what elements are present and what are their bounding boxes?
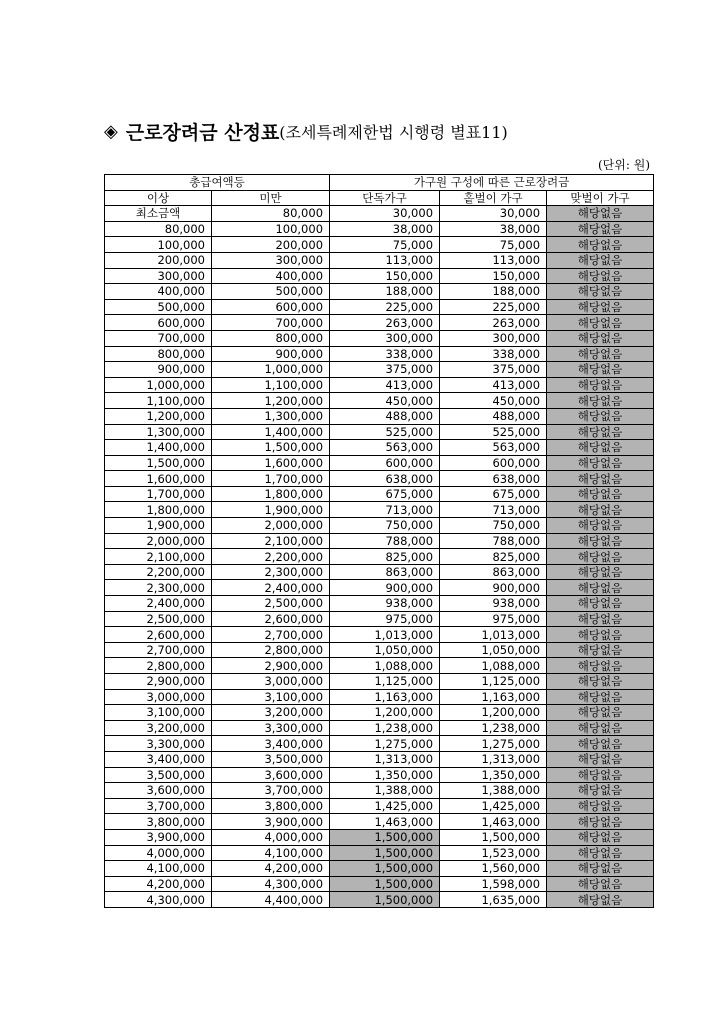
cell-single-earner: 1,635,000 [440,892,547,908]
cell-single: 488,000 [330,408,440,424]
cell-income-from: 400,000 [105,284,212,300]
cell-single: 225,000 [330,299,440,315]
cell-income-from: 1,800,000 [105,502,212,518]
cell-single: 563,000 [330,440,440,456]
cell-dual-earner: 해당없음 [547,315,654,331]
cell-dual-earner: 해당없음 [547,814,654,830]
cell-dual-earner: 해당없음 [547,642,654,658]
cell-single: 413,000 [330,377,440,393]
cell-single: 150,000 [330,268,440,284]
title-subtitle: (조세특례제한법 시행령 별표11) [279,123,508,142]
cell-dual-earner: 해당없음 [547,798,654,814]
cell-income-to: 1,500,000 [212,440,330,456]
cell-dual-earner: 해당없음 [547,533,654,549]
cell-income-from: 1,100,000 [105,393,212,409]
cell-dual-earner: 해당없음 [547,440,654,456]
cell-single: 938,000 [330,596,440,612]
header-column-row [105,190,654,206]
cell-single: 638,000 [330,471,440,487]
cell-single-earner: 30,000 [440,206,547,222]
cell-income-to: 3,900,000 [212,814,330,830]
cell-single: 263,000 [330,315,440,331]
cell-income-from: 4,100,000 [105,861,212,877]
cell-income-to: 4,400,000 [212,892,330,908]
cell-single: 300,000 [330,330,440,346]
table-row [105,642,654,658]
cell-income-from: 1,400,000 [105,440,212,456]
table-row [105,330,654,346]
cell-single-earner: 300,000 [440,330,547,346]
cell-single: 1,500,000 [330,845,440,861]
cell-single: 1,125,000 [330,674,440,690]
cell-income-to: 1,600,000 [212,455,330,471]
cell-single: 750,000 [330,518,440,534]
cell-single: 900,000 [330,580,440,596]
cell-income-from: 1,600,000 [105,471,212,487]
cell-income-to: 3,600,000 [212,767,330,783]
cell-income-to: 4,300,000 [212,876,330,892]
cell-single-earner: 1,313,000 [440,751,547,767]
cell-income-to: 2,000,000 [212,518,330,534]
cell-income-to: 2,800,000 [212,642,330,658]
cell-single: 1,500,000 [330,892,440,908]
cell-dual-earner: 해당없음 [547,221,654,237]
cell-single: 1,425,000 [330,798,440,814]
cell-single-earner: 188,000 [440,284,547,300]
cell-single: 38,000 [330,221,440,237]
cell-income-to: 3,300,000 [212,720,330,736]
table-row [105,876,654,892]
cell-single: 113,000 [330,252,440,268]
cell-single: 1,500,000 [330,829,440,845]
cell-single-earner: 1,463,000 [440,814,547,830]
cell-single: 1,200,000 [330,705,440,721]
cell-dual-earner: 해당없음 [547,268,654,284]
cell-single-earner: 150,000 [440,268,547,284]
cell-single: 1,275,000 [330,736,440,752]
cell-dual-earner: 해당없음 [547,330,654,346]
cell-single-earner: 1,013,000 [440,627,547,643]
cell-income-from: 3,500,000 [105,767,212,783]
cell-income-from: 4,000,000 [105,845,212,861]
table-row [105,627,654,643]
cell-single-earner: 825,000 [440,549,547,565]
table-row [105,471,654,487]
cell-single-earner: 1,523,000 [440,845,547,861]
cell-single: 1,463,000 [330,814,440,830]
cell-income-to: 700,000 [212,315,330,331]
cell-income-from: 1,900,000 [105,518,212,534]
cell-dual-earner: 해당없음 [547,252,654,268]
cell-single-earner: 1,598,000 [440,876,547,892]
cell-income-to: 4,200,000 [212,861,330,877]
cell-single-earner: 900,000 [440,580,547,596]
cell-single-earner: 1,275,000 [440,736,547,752]
cell-single: 450,000 [330,393,440,409]
table-row [105,221,654,237]
cell-single-earner: 1,500,000 [440,829,547,845]
table-row [105,751,654,767]
cell-single-earner: 1,200,000 [440,705,547,721]
cell-income-from: 3,000,000 [105,689,212,705]
cell-income-from: 3,700,000 [105,798,212,814]
cell-income-from: 1,200,000 [105,408,212,424]
cell-dual-earner: 해당없음 [547,720,654,736]
diamond-bullet-icon: ◈ [104,121,118,142]
header-income-group: 총급여액등 [105,175,330,191]
cell-income-from: 500,000 [105,299,212,315]
cell-dual-earner: 해당없음 [547,518,654,534]
cell-income-from: 2,600,000 [105,627,212,643]
cell-income-to: 3,500,000 [212,751,330,767]
cell-single: 1,238,000 [330,720,440,736]
cell-single-earner: 263,000 [440,315,547,331]
cell-dual-earner: 해당없음 [547,674,654,690]
cell-dual-earner: 해당없음 [547,627,654,643]
cell-dual-earner: 해당없음 [547,362,654,378]
table-row [105,705,654,721]
cell-single-earner: 638,000 [440,471,547,487]
cell-single-earner: 1,050,000 [440,642,547,658]
cell-dual-earner: 해당없음 [547,596,654,612]
table-row [105,284,654,300]
table-row [105,580,654,596]
cell-single-earner: 788,000 [440,533,547,549]
header-single-earner: 홑벌이 가구 [440,190,547,206]
cell-dual-earner: 해당없음 [547,892,654,908]
cell-single-earner: 1,425,000 [440,798,547,814]
table-row [105,315,654,331]
table-row [105,596,654,612]
cell-dual-earner: 해당없음 [547,845,654,861]
cell-income-to: 1,000,000 [212,362,330,378]
table-row [105,533,654,549]
cell-single-earner: 413,000 [440,377,547,393]
cell-income-from: 300,000 [105,268,212,284]
cell-income-from: 900,000 [105,362,212,378]
cell-income-to: 80,000 [212,206,330,222]
cell-dual-earner: 해당없음 [547,767,654,783]
cell-dual-earner: 해당없음 [547,408,654,424]
cell-single-earner: 600,000 [440,455,547,471]
cell-dual-earner: 해당없음 [547,829,654,845]
cell-income-to: 3,700,000 [212,783,330,799]
cell-income-from: 3,300,000 [105,736,212,752]
table-row [105,564,654,580]
table-row [105,299,654,315]
calculation-table [104,174,654,908]
cell-single-earner: 113,000 [440,252,547,268]
cell-income-from: 2,300,000 [105,580,212,596]
cell-dual-earner: 해당없음 [547,206,654,222]
cell-dual-earner: 해당없음 [547,736,654,752]
cell-income-from: 2,900,000 [105,674,212,690]
cell-dual-earner: 해당없음 [547,471,654,487]
table-row [105,689,654,705]
cell-income-to: 100,000 [212,221,330,237]
header-to: 미만 [212,190,330,206]
cell-income-to: 1,300,000 [212,408,330,424]
cell-income-to: 300,000 [212,252,330,268]
cell-income-to: 400,000 [212,268,330,284]
cell-income-to: 1,200,000 [212,393,330,409]
cell-single: 1,088,000 [330,658,440,674]
cell-single-earner: 75,000 [440,237,547,253]
cell-single: 338,000 [330,346,440,362]
cell-income-from: 1,000,000 [105,377,212,393]
cell-single: 975,000 [330,611,440,627]
cell-income-to: 500,000 [212,284,330,300]
table-row [105,892,654,908]
cell-income-to: 2,500,000 [212,596,330,612]
table-row [105,408,654,424]
cell-single-earner: 1,560,000 [440,861,547,877]
cell-income-from: 3,100,000 [105,705,212,721]
title-main: 근로장려금 산정표 [125,122,280,144]
cell-income-from: 800,000 [105,346,212,362]
table-row [105,377,654,393]
cell-dual-earner: 해당없음 [547,580,654,596]
cell-single-earner: 1,388,000 [440,783,547,799]
cell-income-from: 3,900,000 [105,829,212,845]
cell-income-to: 2,100,000 [212,533,330,549]
table-row [105,829,654,845]
cell-single: 1,013,000 [330,627,440,643]
header-credit-group: 가구원 구성에 따른 근로장려금 [330,175,654,191]
header-group-row [105,175,654,191]
cell-dual-earner: 해당없음 [547,486,654,502]
cell-single-earner: 713,000 [440,502,547,518]
table-row [105,611,654,627]
cell-income-to: 4,000,000 [212,829,330,845]
cell-single-earner: 38,000 [440,221,547,237]
cell-income-to: 2,200,000 [212,549,330,565]
cell-single-earner: 863,000 [440,564,547,580]
cell-income-from: 1,300,000 [105,424,212,440]
cell-income-from: 200,000 [105,252,212,268]
cell-single-earner: 488,000 [440,408,547,424]
table-row [105,268,654,284]
cell-single: 1,313,000 [330,751,440,767]
cell-income-from: 2,500,000 [105,611,212,627]
cell-income-from: 4,200,000 [105,876,212,892]
cell-income-to: 800,000 [212,330,330,346]
table-row [105,393,654,409]
cell-single: 1,388,000 [330,783,440,799]
cell-single-earner: 525,000 [440,424,547,440]
cell-single-earner: 225,000 [440,299,547,315]
cell-income-to: 2,600,000 [212,611,330,627]
cell-dual-earner: 해당없음 [547,861,654,877]
table-row [105,798,654,814]
document-title [104,118,508,144]
cell-single: 75,000 [330,237,440,253]
table-row [105,486,654,502]
cell-income-to: 2,300,000 [212,564,330,580]
header-dual-earner: 맞벌이 가구 [547,190,654,206]
cell-dual-earner: 해당없음 [547,611,654,627]
cell-income-to: 4,100,000 [212,845,330,861]
cell-single-earner: 563,000 [440,440,547,456]
cell-income-to: 1,700,000 [212,471,330,487]
cell-dual-earner: 해당없음 [547,455,654,471]
cell-income-to: 600,000 [212,299,330,315]
cell-income-from: 2,200,000 [105,564,212,580]
cell-income-from: 4,300,000 [105,892,212,908]
cell-single-earner: 938,000 [440,596,547,612]
cell-income-from: 80,000 [105,221,212,237]
cell-dual-earner: 해당없음 [547,377,654,393]
cell-income-from: 최소금액 [105,206,212,222]
cell-income-to: 3,200,000 [212,705,330,721]
cell-income-to: 2,900,000 [212,658,330,674]
cell-single: 600,000 [330,455,440,471]
table-row [105,252,654,268]
table-row [105,783,654,799]
table-body [105,206,654,908]
cell-income-from: 3,800,000 [105,814,212,830]
cell-single: 525,000 [330,424,440,440]
table-row [105,518,654,534]
table-row [105,502,654,518]
cell-dual-earner: 해당없음 [547,705,654,721]
cell-income-from: 700,000 [105,330,212,346]
cell-dual-earner: 해당없음 [547,564,654,580]
cell-income-to: 3,100,000 [212,689,330,705]
cell-income-to: 3,800,000 [212,798,330,814]
cell-single: 825,000 [330,549,440,565]
cell-single: 1,500,000 [330,876,440,892]
table-row [105,346,654,362]
cell-income-to: 200,000 [212,237,330,253]
cell-dual-earner: 해당없음 [547,346,654,362]
cell-income-to: 2,400,000 [212,580,330,596]
cell-dual-earner: 해당없음 [547,876,654,892]
cell-dual-earner: 해당없음 [547,237,654,253]
cell-dual-earner: 해당없음 [547,689,654,705]
cell-dual-earner: 해당없음 [547,299,654,315]
table-row [105,424,654,440]
cell-income-from: 3,200,000 [105,720,212,736]
cell-income-from: 2,400,000 [105,596,212,612]
cell-single: 375,000 [330,362,440,378]
cell-single: 1,500,000 [330,861,440,877]
cell-single-earner: 1,238,000 [440,720,547,736]
cell-income-from: 1,700,000 [105,486,212,502]
cell-income-from: 2,800,000 [105,658,212,674]
cell-income-to: 1,900,000 [212,502,330,518]
cell-single-earner: 750,000 [440,518,547,534]
cell-single: 188,000 [330,284,440,300]
cell-income-to: 900,000 [212,346,330,362]
cell-income-from: 2,000,000 [105,533,212,549]
cell-single: 863,000 [330,564,440,580]
cell-income-from: 2,100,000 [105,549,212,565]
table-row [105,455,654,471]
table-row [105,440,654,456]
cell-income-to: 1,800,000 [212,486,330,502]
cell-single: 1,163,000 [330,689,440,705]
table-row [105,767,654,783]
cell-income-from: 100,000 [105,237,212,253]
cell-single-earner: 1,088,000 [440,658,547,674]
cell-income-from: 2,700,000 [105,642,212,658]
cell-single-earner: 338,000 [440,346,547,362]
table-row [105,206,654,222]
cell-income-from: 3,600,000 [105,783,212,799]
cell-income-to: 3,000,000 [212,674,330,690]
cell-income-from: 600,000 [105,315,212,331]
cell-dual-earner: 해당없음 [547,658,654,674]
cell-income-to: 1,400,000 [212,424,330,440]
cell-dual-earner: 해당없음 [547,783,654,799]
table-row [105,549,654,565]
table-row [105,658,654,674]
table-row [105,674,654,690]
cell-single: 1,050,000 [330,642,440,658]
cell-single: 1,350,000 [330,767,440,783]
cell-dual-earner: 해당없음 [547,549,654,565]
header-single: 단독가구 [330,190,440,206]
cell-single-earner: 975,000 [440,611,547,627]
header-from: 이상 [105,190,212,206]
cell-income-to: 3,400,000 [212,736,330,752]
cell-dual-earner: 해당없음 [547,284,654,300]
cell-single: 788,000 [330,533,440,549]
cell-single-earner: 375,000 [440,362,547,378]
cell-income-from: 3,400,000 [105,751,212,767]
cell-dual-earner: 해당없음 [547,393,654,409]
cell-income-from: 1,500,000 [105,455,212,471]
cell-single-earner: 1,163,000 [440,689,547,705]
table-row [105,814,654,830]
unit-label: (단위: 원) [598,158,650,172]
cell-single-earner: 1,125,000 [440,674,547,690]
table-row [105,861,654,877]
cell-single: 675,000 [330,486,440,502]
table-row [105,736,654,752]
cell-dual-earner: 해당없음 [547,751,654,767]
table-row [105,845,654,861]
cell-dual-earner: 해당없음 [547,502,654,518]
cell-income-to: 1,100,000 [212,377,330,393]
cell-single-earner: 450,000 [440,393,547,409]
cell-single: 30,000 [330,206,440,222]
cell-dual-earner: 해당없음 [547,424,654,440]
cell-income-to: 2,700,000 [212,627,330,643]
cell-single-earner: 1,350,000 [440,767,547,783]
table-row [105,237,654,253]
cell-single: 713,000 [330,502,440,518]
cell-single-earner: 675,000 [440,486,547,502]
table-row [105,362,654,378]
table-row [105,720,654,736]
